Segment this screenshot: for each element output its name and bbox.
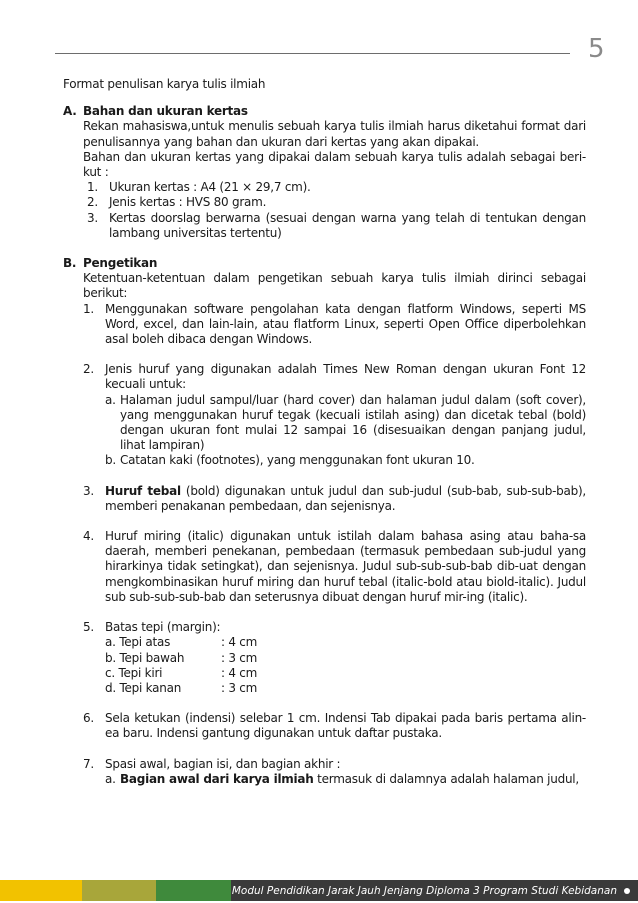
list-item xyxy=(83,757,586,787)
section-letter: B. xyxy=(63,256,77,271)
list-number: 6. xyxy=(83,711,94,726)
sub-item xyxy=(105,772,586,787)
footer-color-block xyxy=(156,880,231,901)
margin-value: : 4 cm xyxy=(221,665,258,680)
intro-text: Format penulisan karya tulis ilmiah xyxy=(63,77,266,91)
sub-text: Catatan kaki (footnotes), yang menggunakan font ukuran 10. xyxy=(120,453,475,468)
footer-color-block xyxy=(0,880,82,901)
document-body xyxy=(63,77,586,787)
list-text: Kertas doorslag berwarna (sesuai dengan warna yang telah di tentukan dengan lambang universitas tertentu) xyxy=(109,210,586,240)
list-text: Ukuran kertas : A4 (21 × 29,7 cm). xyxy=(109,180,311,195)
list-item xyxy=(83,302,586,348)
footer-dot-icon xyxy=(624,888,630,894)
margin-label: c. Tepi kiri xyxy=(105,665,163,680)
paragraph: Ketentuan-ketentuan dalam pengetikan sebuah karya tulis ilmiah dirinci sebagai berikut: xyxy=(83,271,586,301)
list-text xyxy=(105,484,586,514)
margin-row xyxy=(105,666,586,681)
sub-item xyxy=(105,393,586,454)
list-item xyxy=(83,211,586,241)
list-item xyxy=(83,620,586,696)
list-item xyxy=(83,484,586,514)
list-number: 3. xyxy=(83,483,94,498)
paragraph: Rekan mahasiswa,untuk menulis sebuah karya tulis ilmiah harus diketahui format dari penulisannya yang bahan dan ukuran dari kertas yang akan dipakai. xyxy=(83,119,586,149)
section-a-heading xyxy=(63,104,586,119)
footer-bar xyxy=(0,880,638,901)
section-b-heading xyxy=(63,256,586,271)
list-text: Sela ketukan (indensi) selebar 1 cm. Indensi Tab dipakai pada baris pertama alin-ea baru. Indensi gantung digunakan untuk daftar pustaka. xyxy=(105,711,586,741)
footer-text-block xyxy=(231,880,638,901)
sub-item xyxy=(105,453,586,468)
list-text: Huruf miring (italic) digunakan untuk istilah dalam bahasa asing atau baha-sa daerah, memberi penekanan, pembedaan (termasuk pembedaan sub-judul yang hirarkinya tidak setingkat), dan sejenisnya. Judul sub-sub-sub-bab dib-uat dengan mengkombinasikan huruf miring dan huruf tebal (italic-bold atau biold-italic). Judul sub sub-sub-sub-bab dan seterusnya dibuat dengan huruf mir-ing (italic). xyxy=(105,529,586,604)
list-item xyxy=(83,195,586,210)
list-number: 5. xyxy=(83,620,94,635)
list-number: 1. xyxy=(83,301,94,316)
margin-value: : 4 cm xyxy=(221,635,258,650)
bold-term: Huruf tebal xyxy=(105,483,181,498)
list-text: Jenis kertas : HVS 80 gram. xyxy=(109,195,267,210)
list-item xyxy=(83,362,586,468)
margin-label: a. Tepi atas xyxy=(105,635,171,650)
sub-text xyxy=(120,772,586,787)
list-number: 2. xyxy=(87,195,98,210)
margin-label: d. Tepi kanan xyxy=(105,680,182,695)
list-text-rest: (bold) digunakan untuk judul dan sub-judul (sub-bab, sub-sub-bab), memberi penakanan pembedaan, dan sejenisnya. xyxy=(105,483,587,513)
sub-text: Halaman judul sampul/luar (hard cover) dan halaman judul dalam (soft cover), yang menggunakan huruf tegak (kecuali istilah asing) dan dicetak tebal (bold) dengan ukuran font mulai 12 sampai 16 (disesuaikan dengan panjang judul, lihat lampiran) xyxy=(120,392,586,453)
footer-color-block xyxy=(82,880,156,901)
header-rule xyxy=(55,53,570,54)
list-item xyxy=(83,180,586,195)
list-item xyxy=(83,711,586,741)
list-number: 4. xyxy=(83,529,94,544)
section-letter: A. xyxy=(63,104,77,119)
page-number: 5 xyxy=(588,34,605,64)
list-text: Spasi awal, bagian isi, dan bagian akhir : xyxy=(105,756,341,771)
list-text: Menggunakan software pengolahan kata dengan flatform Windows, seperti MS Word, excel, dan lain-lain, atau flatform Linux, seperti Open Office diperbolehkan asal boleh dibaca dengan Windows. xyxy=(105,301,586,347)
bold-term: Bagian awal dari karya ilmiah xyxy=(120,771,314,786)
list-text: Jenis huruf yang digunakan adalah Times New Roman dengan ukuran Font 12 kecuali untuk: xyxy=(105,362,586,392)
margin-value: : 3 cm xyxy=(221,680,258,695)
footer-text: Modul Pendidikan Jarak Jauh Jenjang Diploma 3 Program Studi Kebidanan xyxy=(231,884,617,897)
section-a xyxy=(63,104,586,241)
sub-text-rest: termasuk di dalamnya adalah halaman judul, xyxy=(313,771,579,786)
section-title: Bahan dan ukuran kertas xyxy=(83,104,248,119)
margin-value: : 3 cm xyxy=(221,650,258,665)
list-number: 7. xyxy=(83,756,94,771)
paragraph: Bahan dan ukuran kertas yang dipakai dalam sebuah karya tulis adalah sebagai beri-kut : xyxy=(83,149,586,180)
section-b xyxy=(63,256,586,787)
sub-label: a. xyxy=(105,392,116,407)
margin-row xyxy=(105,635,586,650)
sub-label: b. xyxy=(105,453,116,468)
margin-row xyxy=(105,651,586,666)
margin-label: b. Tepi bawah xyxy=(105,650,185,665)
margin-row xyxy=(105,681,586,696)
list-number: 1. xyxy=(87,180,98,195)
list-item xyxy=(83,529,586,605)
sub-label: a. xyxy=(105,771,116,786)
list-number: 2. xyxy=(83,362,94,377)
list-number: 3. xyxy=(87,210,98,225)
list-text: Batas tepi (margin): xyxy=(105,620,221,635)
section-title: Pengetikan xyxy=(83,256,158,271)
